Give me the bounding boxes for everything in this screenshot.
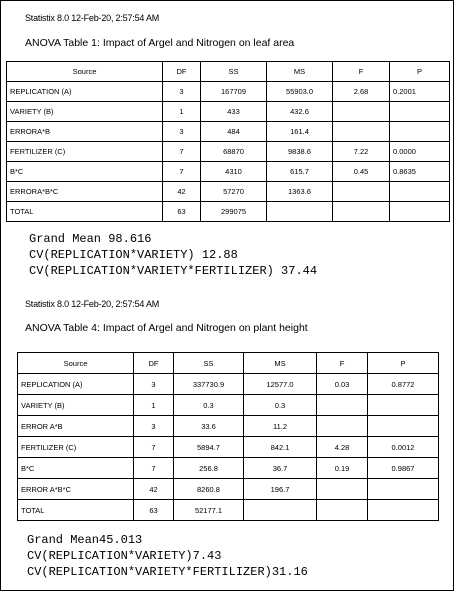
column-header-p: P <box>390 62 450 82</box>
cell-ss: 256.8 <box>174 458 244 479</box>
cell-source: VARIETY (B) <box>7 102 163 122</box>
grand-mean: Grand Mean45.013 <box>27 533 143 547</box>
cell-ss: 433 <box>201 102 267 122</box>
column-header-f: F <box>317 353 368 374</box>
cell-ss: 52177.1 <box>174 500 244 521</box>
cell-df: 3 <box>134 416 174 437</box>
cell-df: 42 <box>163 182 201 202</box>
table-row <box>7 82 450 102</box>
anova-table <box>6 61 450 222</box>
cell-f <box>333 182 390 202</box>
table-row <box>7 162 450 182</box>
cell-df: 7 <box>163 142 201 162</box>
cell-source: REPLICATION (A) <box>18 374 134 395</box>
cell-source: ERROR A*B*C <box>18 479 134 500</box>
cell-f <box>317 500 368 521</box>
grand-mean: Grand Mean 98.616 <box>29 232 152 246</box>
cell-df: 42 <box>134 479 174 500</box>
cell-ss: 57270 <box>201 182 267 202</box>
cell-df: 63 <box>134 500 174 521</box>
cell-p: 0.0012 <box>368 437 439 458</box>
cell-source: B*C <box>18 458 134 479</box>
table-title: ANOVA Table 1: Impact of Argel and Nitrogen on leaf area <box>25 37 295 49</box>
column-header-ms: MS <box>267 62 333 82</box>
cell-ms: 12577.0 <box>244 374 317 395</box>
cell-df: 7 <box>163 162 201 182</box>
cv-replication-variety-fertilizer: CV(REPLICATION*VARIETY*FERTILIZER)31.16 <box>27 565 308 579</box>
cell-f <box>333 102 390 122</box>
cell-p <box>368 395 439 416</box>
cell-f: 0.45 <box>333 162 390 182</box>
table-row <box>7 122 450 142</box>
cell-ss: 484 <box>201 122 267 142</box>
cell-source: VARIETY (B) <box>18 395 134 416</box>
cell-ms: 196.7 <box>244 479 317 500</box>
column-header-ms: MS <box>244 353 317 374</box>
table-row <box>18 500 439 521</box>
cell-p <box>368 479 439 500</box>
cell-ms: 55903.0 <box>267 82 333 102</box>
column-header-source: Source <box>18 353 134 374</box>
table-row <box>7 182 450 202</box>
cell-p: 0.0000 <box>390 142 450 162</box>
cell-df: 1 <box>163 102 201 122</box>
table-row <box>18 479 439 500</box>
table-header-row <box>7 62 450 82</box>
cell-f <box>317 479 368 500</box>
cell-p: 0.8635 <box>390 162 450 182</box>
cell-ms <box>244 500 317 521</box>
cell-f <box>333 202 390 222</box>
cell-f: 2.68 <box>333 82 390 102</box>
cell-ss: 4310 <box>201 162 267 182</box>
table-title: ANOVA Table 4: Impact of Argel and Nitrogen on plant height <box>25 322 308 334</box>
cell-p: 0.9867 <box>368 458 439 479</box>
cell-p: 0.8772 <box>368 374 439 395</box>
cell-df: 3 <box>163 122 201 142</box>
cell-source: ERRORA*B*C <box>7 182 163 202</box>
column-header-p: P <box>368 353 439 374</box>
cell-ms: 432.6 <box>267 102 333 122</box>
cell-ss: 5894.7 <box>174 437 244 458</box>
table-row <box>18 437 439 458</box>
cell-ss: 0.3 <box>174 395 244 416</box>
table-row <box>18 416 439 437</box>
software-header: Statistix 8.0 12-Feb-20, 2:57:54 AM <box>25 13 160 23</box>
cell-p <box>390 202 450 222</box>
column-header-df: DF <box>134 353 174 374</box>
cell-source: FERTILIZER (C) <box>7 142 163 162</box>
cell-df: 7 <box>134 437 174 458</box>
cv-replication-variety-fertilizer: CV(REPLICATION*VARIETY*FERTILIZER) 37.44 <box>29 264 318 278</box>
cell-source: TOTAL <box>7 202 163 222</box>
cell-source: REPLICATION (A) <box>7 82 163 102</box>
cell-source: ERROR A*B <box>18 416 134 437</box>
cell-f: 0.03 <box>317 374 368 395</box>
cell-ss: 337730.9 <box>174 374 244 395</box>
cell-df: 3 <box>134 374 174 395</box>
cell-ms: 9838.6 <box>267 142 333 162</box>
column-header-source: Source <box>7 62 163 82</box>
column-header-ss: SS <box>174 353 244 374</box>
cv-replication-variety: CV(REPLICATION*VARIETY) 12.88 <box>29 248 238 262</box>
cell-df: 1 <box>134 395 174 416</box>
cell-source: FERTILIZER (C) <box>18 437 134 458</box>
cell-p <box>368 500 439 521</box>
cell-source: B*C <box>7 162 163 182</box>
table-header-row <box>18 353 439 374</box>
cell-df: 7 <box>134 458 174 479</box>
cell-source: TOTAL <box>18 500 134 521</box>
cell-ms: 36.7 <box>244 458 317 479</box>
cell-ms: 1363.6 <box>267 182 333 202</box>
cell-ss: 33.6 <box>174 416 244 437</box>
cell-ms: 161.4 <box>267 122 333 142</box>
cell-f <box>317 416 368 437</box>
software-header: Statistix 8.0 12-Feb-20, 2:57:54 AM <box>25 299 160 309</box>
cell-f: 7.22 <box>333 142 390 162</box>
cell-df: 3 <box>163 82 201 102</box>
column-header-f: F <box>333 62 390 82</box>
cv-replication-variety: CV(REPLICATION*VARIETY)7.43 <box>27 549 222 563</box>
cell-f: 4.28 <box>317 437 368 458</box>
anova-table <box>17 352 439 521</box>
cell-ss: 8260.8 <box>174 479 244 500</box>
cell-ms: 615.7 <box>267 162 333 182</box>
cell-ms: 11.2 <box>244 416 317 437</box>
table-row <box>7 202 450 222</box>
cell-p <box>390 122 450 142</box>
column-header-ss: SS <box>201 62 267 82</box>
cell-ms: 842.1 <box>244 437 317 458</box>
table-row <box>18 374 439 395</box>
cell-p <box>390 182 450 202</box>
table-row <box>18 395 439 416</box>
table-row <box>7 142 450 162</box>
cell-f <box>333 122 390 142</box>
cell-df: 63 <box>163 202 201 222</box>
cell-p: 0.2001 <box>390 82 450 102</box>
cell-p <box>390 102 450 122</box>
cell-ms: 0.3 <box>244 395 317 416</box>
table-row <box>7 102 450 122</box>
cell-ss: 299075 <box>201 202 267 222</box>
cell-p <box>368 416 439 437</box>
cell-ss: 68870 <box>201 142 267 162</box>
cell-ss: 167709 <box>201 82 267 102</box>
cell-f <box>317 395 368 416</box>
cell-ms <box>267 202 333 222</box>
table-row <box>18 458 439 479</box>
cell-f: 0.19 <box>317 458 368 479</box>
cell-source: ERRORA*B <box>7 122 163 142</box>
column-header-df: DF <box>163 62 201 82</box>
